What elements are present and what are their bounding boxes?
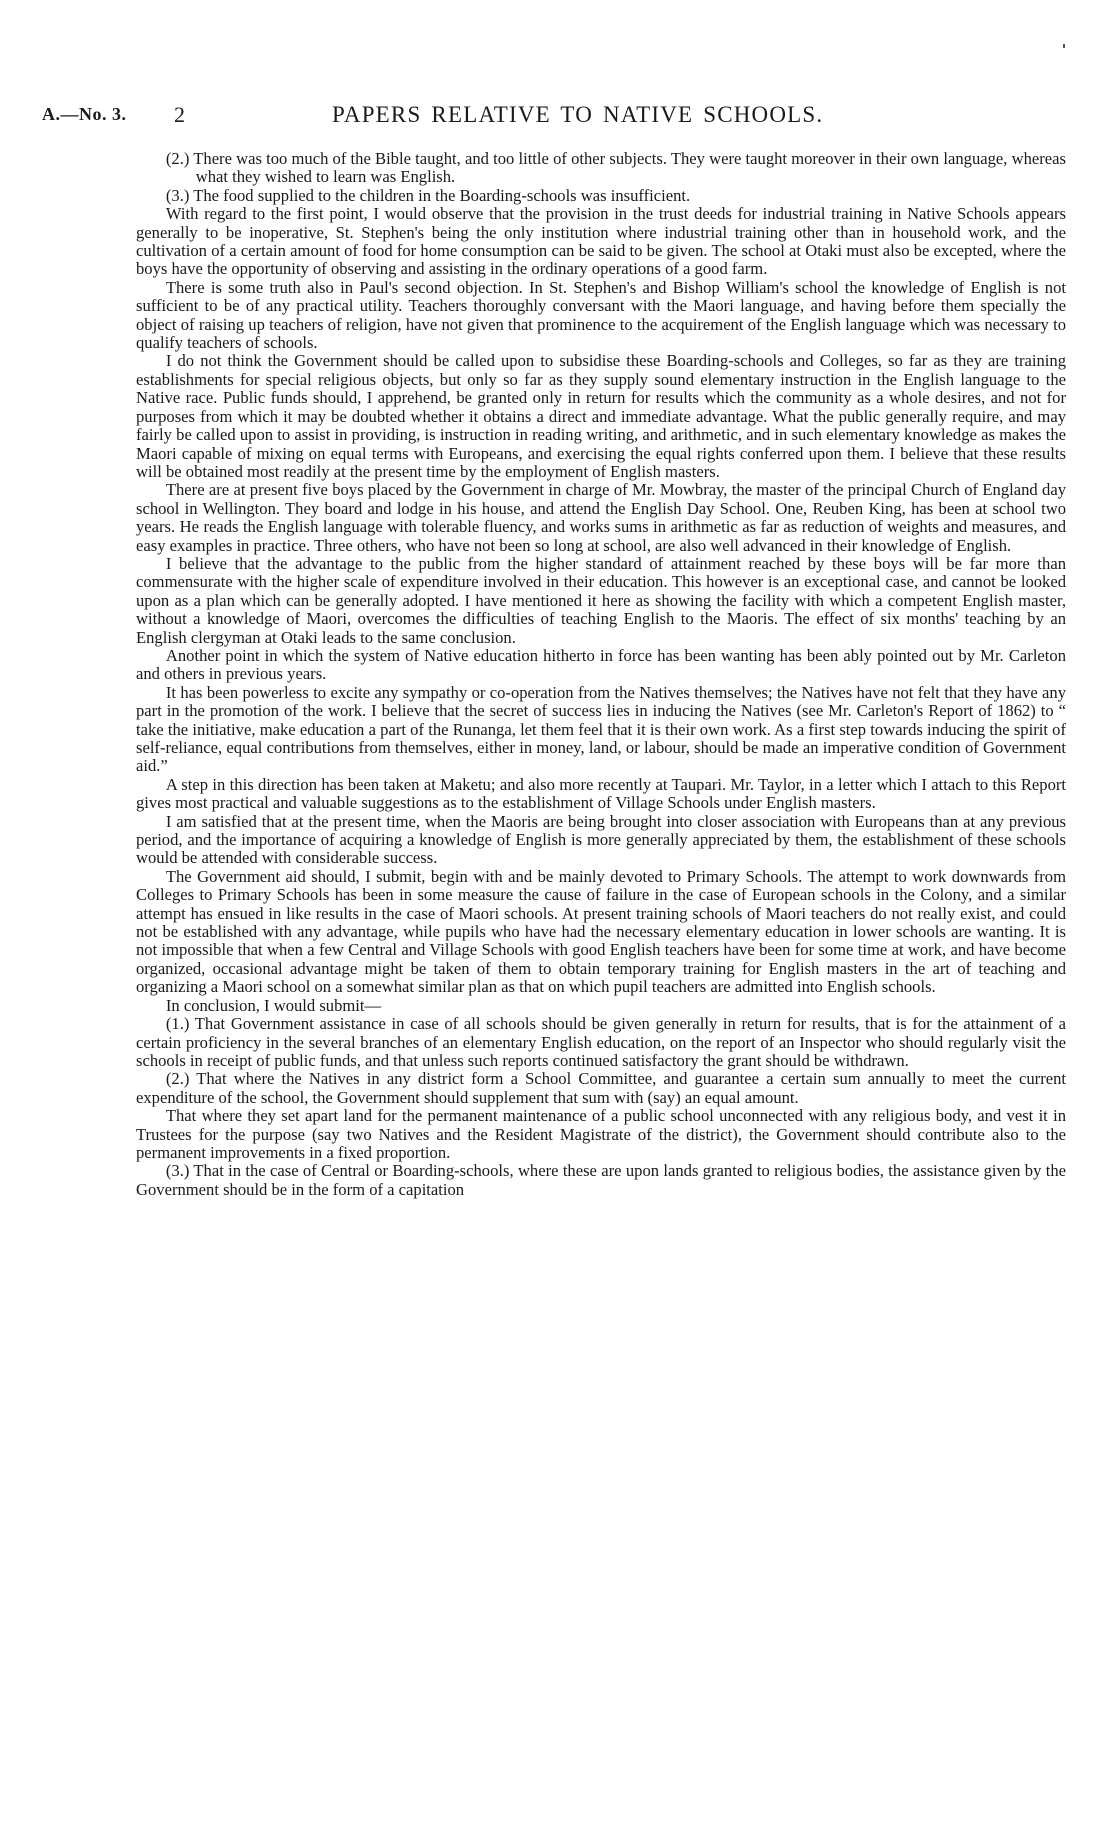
paragraph: (3.) The food supplied to the children in the Boarding-schools was insufficient. [165, 185, 691, 205]
paragraph: The Government aid should, I submit, begin with and be mainly devoted to Primary Schools. The attempt to work downwards from Colleges to Primary Schools has been in some measure the cause of failure in the case of European schools in the Colony, and a similar attempt has ensued in like results in the case of Maori schools. At present training schools of Maori teachers do not really exist, and could not be established with any advantage, while pupils who have had the necessary elementary education in lower schools are wanting. It is not impossible that when a few Central and Village Schools with good English teachers have been for some time at work, and have become organized, occasional advantage might be taken of them to obtain temporary training for English masters in the art of teaching and organizing a Maori school on a somewhat similar plan as that on which pupil teachers are admitted into English schools. [136, 866, 1066, 997]
paragraph: There are at present five boys placed by the Government in charge of Mr. Mowbray, the master of the principal Church of England day school in Wellington. They board and lodge in his house, and attend the English Day School. One, Reuben King, has been at school two years. He reads the English language with tolerable fluency, and works sums in arithmetic as far as reduction of weights and measures, and easy examples in practice. Three others, who have not been so long at school, are also well advanced in their knowledge of English. [136, 480, 1066, 555]
paragraph: (1.) That Government assistance in case of all schools should be given generally in return for results, that is for the attainment of a certain proficiency in the several branches of an elementary English education, on the report of an Inspector who should regularly visit the schools in receipt of public funds, and that unless such reports continued satisfactory the grant should be withdrawn. [136, 1014, 1066, 1070]
paragraph: That where they set apart land for the permanent maintenance of a public school unconnected with any religious body, and vest it in Trustees for the purpose (say two Natives and the Resident Magistrate of the district), the Government should contribute also to the permanent improvements in a fixed proportion. [136, 1106, 1066, 1162]
scan-speck [1063, 44, 1065, 48]
paragraph: (2.) That where the Natives in any district form a School Committee, and guarantee a certain sum annually to meet the current expenditure of the school, the Government should supplement that sum with (say) an equal amount. [136, 1069, 1066, 1107]
paragraph: With regard to the first point, I would observe that the provision in the trust deeds for industrial training in Native Schools appears generally to be inoperative, St. Stephen's being the only institution where industrial training other than in household work, and the cultivation of a certain amount of food for home consumption can be said to be given. The school at Otaki must also be excepted, where the boys have the opportunity of observing and assisting in the ordinary operations of a good farm. [136, 204, 1066, 279]
page-title: PAPERS RELATIVE TO NATIVE SCHOOLS. [332, 102, 824, 127]
paragraph: It has been powerless to excite any sympathy or co-operation from the Natives themselves; the Natives have not felt that they have any part in the promotion of the work. I believe that the secret of success lies in inducing the Natives (see Mr. Carleton's Report of 1862) to “ take the initiative, make education a part of the Runanga, let them feel that it is their own work. As a first step towards inducing the spirit of self-reliance, equal contributions from themselves, either in money, land, or labour, should be made an imperative condition of Government aid.” [136, 682, 1066, 776]
document-body [136, 150, 1066, 1199]
paragraph: (2.) There was too much of the Bible taught, and too little of other subjects. They were taught moreover in their own language, whereas what they wished to learn was English. [165, 149, 1066, 187]
paragraph: I am satisfied that at the present time, when the Maoris are being brought into closer association with Europeans than at any previous period, and the importance of acquiring a knowledge of English is more generally appreciated by them, the establishment of these schools would be attended with considerable success. [136, 811, 1066, 868]
paragraph: A step in this direction has been taken at Maketu; and also more recently at Taupari. Mr. Taylor, in a letter which I attach to this Report gives most practical and valuable suggestions as to the establishment of Village Schools under English masters. [136, 774, 1066, 813]
page-header [42, 104, 1082, 134]
paragraph: I believe that the advantage to the public from the higher standard of attainment reached by these boys will be far more than commensurate with the higher scale of expenditure involved in their education. This however is an exceptional case, and cannot be looked upon as a plan which can be generally adopted. I have mentioned it here as showing the facility with which a competent English master, without a knowledge of Maori, overcomes the difficulties of teaching English to the Maoris. The effect of six months' teaching by an English clergyman at Otaki leads to the same conclusion. [136, 553, 1066, 647]
paragraph: (3.) That in the case of Central or Boarding-schools, where these are upon lands granted to religious bodies, the assistance given by the Government should be in the form of a capitation [136, 1161, 1066, 1199]
paragraph: I do not think the Government should be called upon to subsidise these Boarding-schools and Colleges, so far as they are training establishments for special religious objects, but only so far as they supply sound elementary instruction in the English language to the Native race. Public funds should, I apprehend, be granted only in return for results which the community as a whole desires, and not for purposes from which it may be doubted whether it obtains a direct and immediate advantage. What the public generally require, and may fairly be called upon to assist in providing, is instruction in reading writing, and arithmetic, and in such elementary knowledge as makes the Maori capable of mixing on equal terms with Europeans, and exercising the equal rights conferred upon them. I believe that these results will be obtained most readily at the present time by the employment of English masters. [136, 351, 1066, 481]
paragraph: There is some truth also in Paul's second objection. In St. Stephen's and Bishop William's school the knowledge of English is not sufficient to be of any practical utility. Teachers thoroughly conversant with the Maori language, and having before them specially the object of raising up teachers of religion, have not given that prominence to the acquirement of the English language which was necessary to qualify teachers of schools. [136, 277, 1066, 353]
paragraph: Another point in which the system of Native education hitherto in force has been wanting has been ably pointed out by Mr. Carleton and others in previous years. [136, 645, 1066, 684]
document-reference: A.—No. 3. [42, 104, 127, 124]
paragraph: In conclusion, I would submit— [165, 995, 382, 1015]
page-number: 2 [174, 102, 185, 127]
